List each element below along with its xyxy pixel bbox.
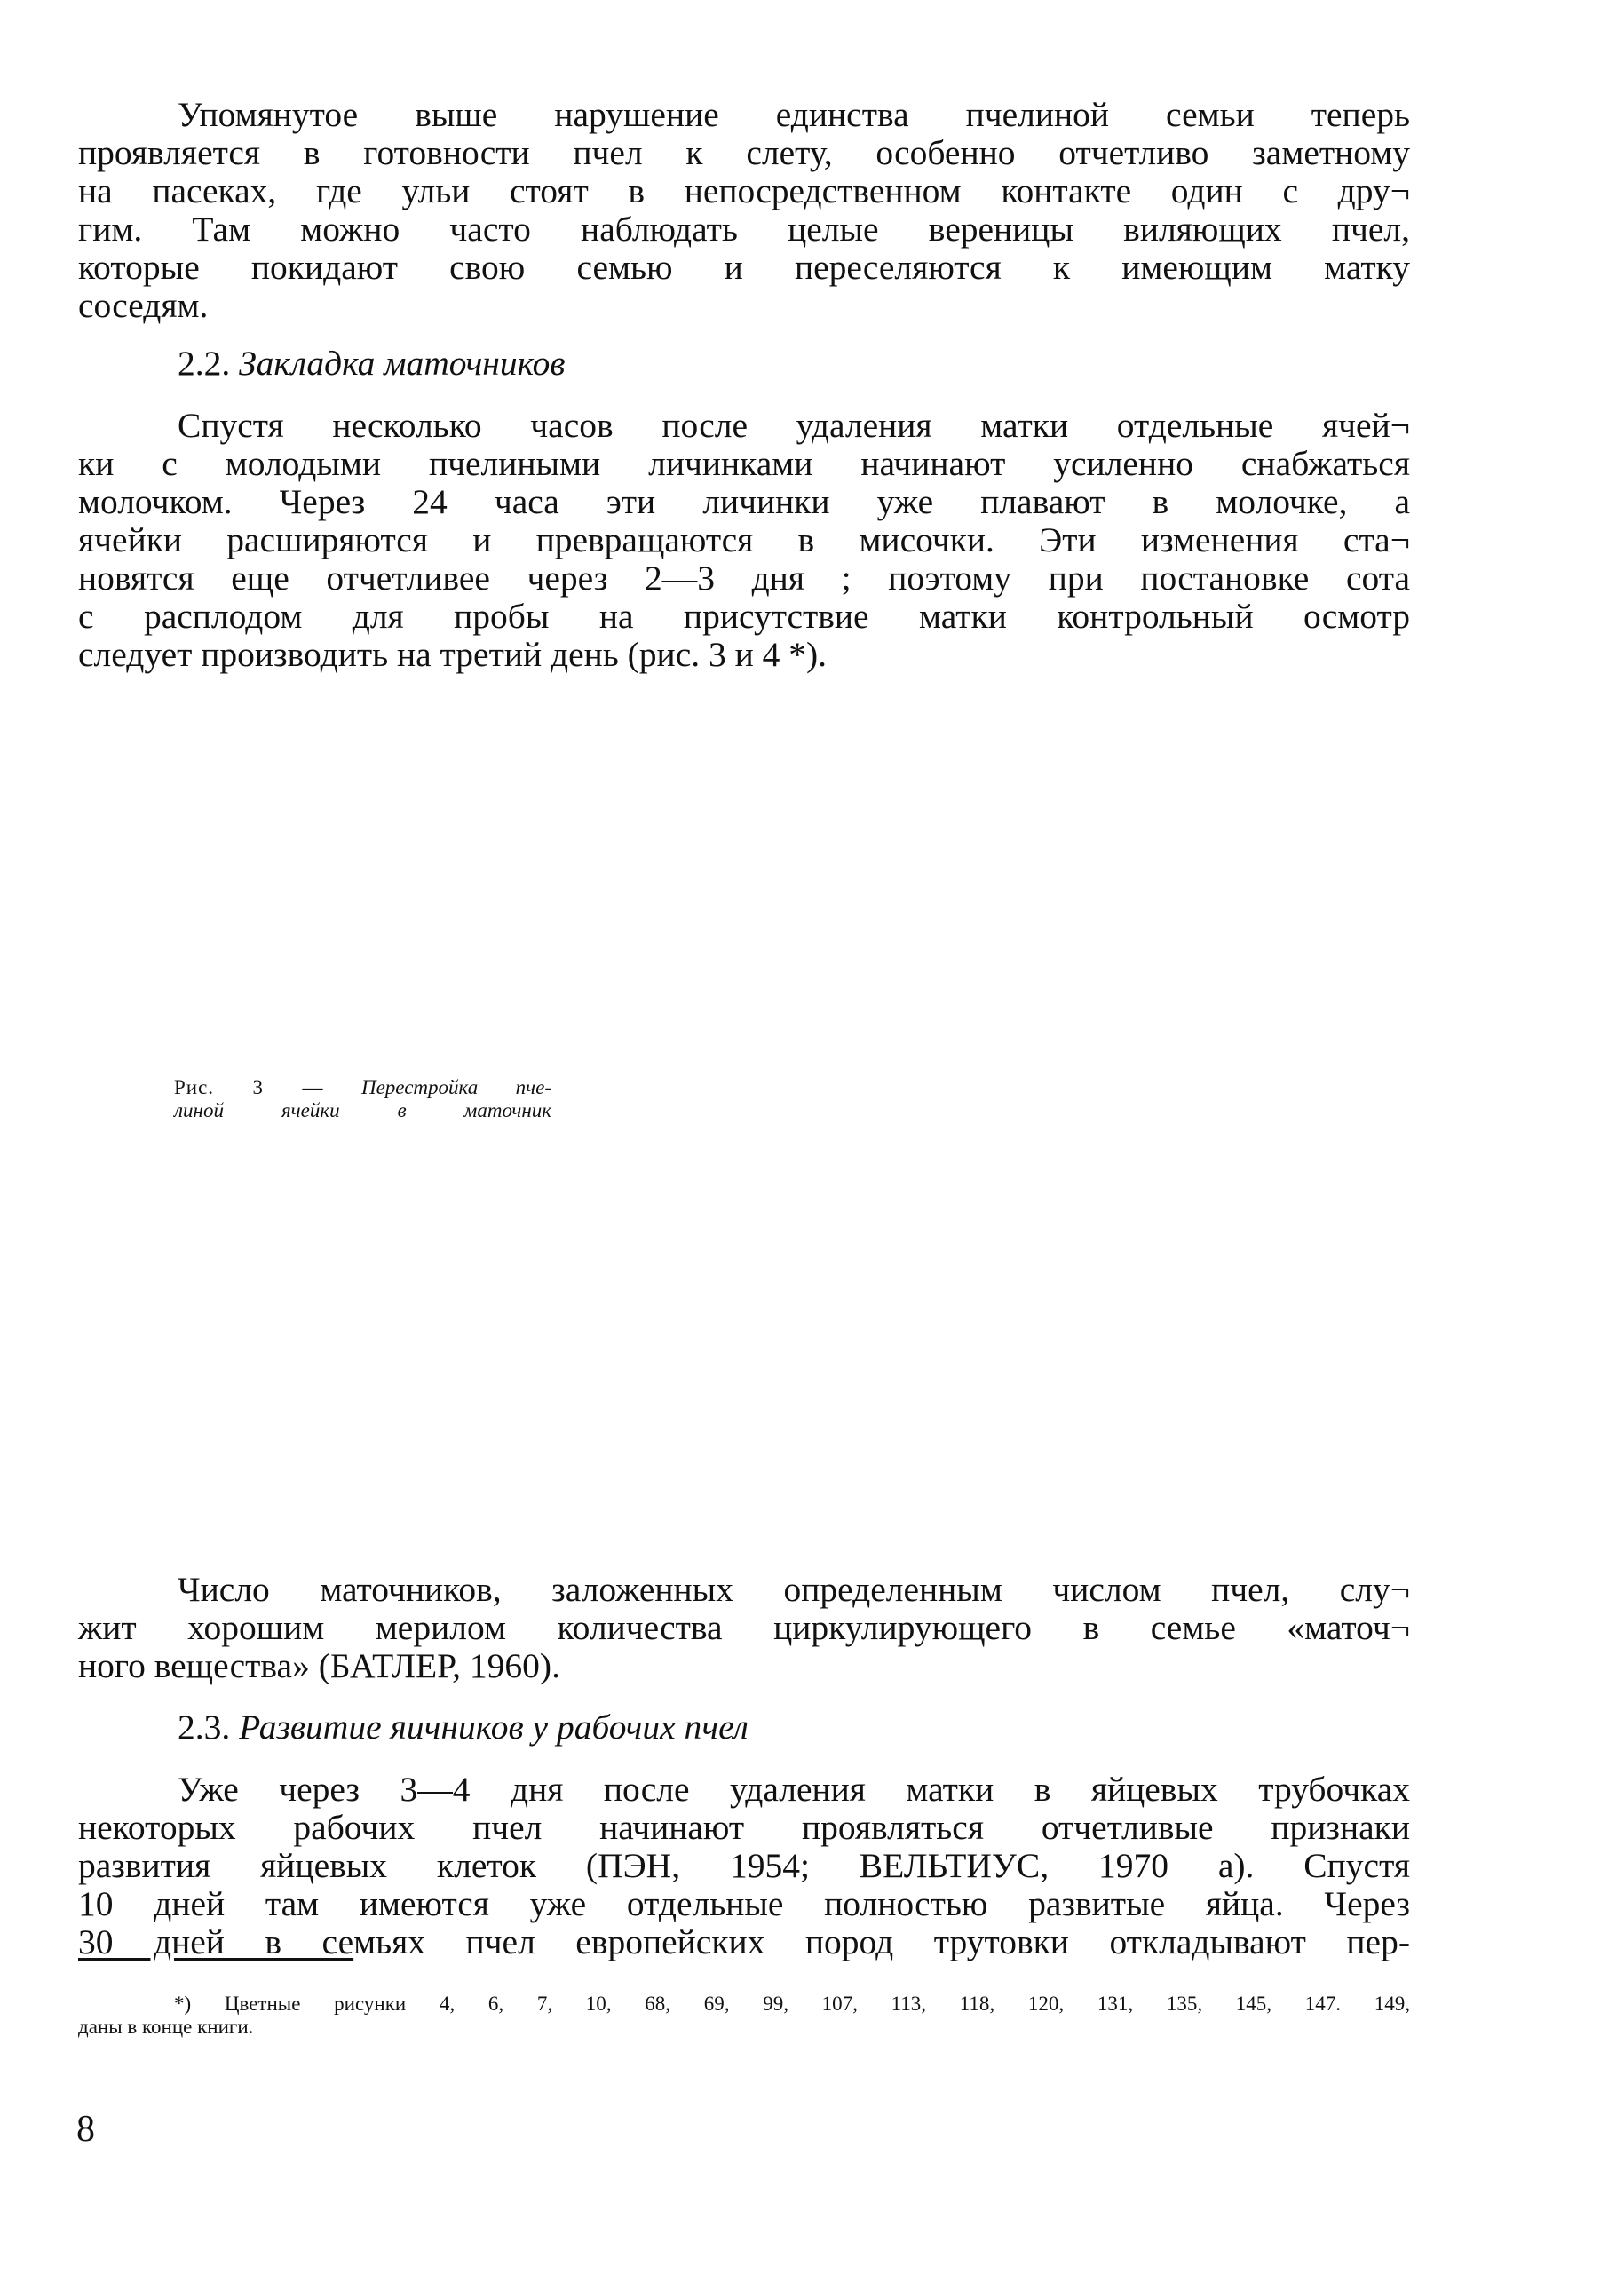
section-title: Развитие яичников у рабочих пчел [239,1708,749,1747]
text-line: новятся еще отчетливее через 2—3 дня ; поэтому при постановке сота [78,559,1410,598]
caption-text: линой ячейки в маточник [174,1099,551,1121]
section-number: 2.2. [178,344,231,383]
caption-line [174,1099,551,1122]
text-line: ки с молодыми пчелиными личинками начинают усиленно снабжаться [78,444,1410,483]
text-run: мьях пчел европейских пород трутовки откладывают пер- [353,1922,1410,1961]
section-number: 2.3. [178,1708,231,1747]
caption-text: Перестройка пче- [360,1076,552,1098]
footnote [78,1993,1410,2039]
text-line: соседям. [78,286,209,325]
text-line: проявляется в готовности пчел к слету, особенно отчетливо заметному [78,133,1410,172]
text-line: с расплодом для пробы на присутствие матки контрольный осмотр [78,597,1410,636]
section-heading-2-3 [178,1707,749,1747]
text-line: Уже через 3—4 дня после удаления матки в яйцевых трубочках [178,1770,1410,1809]
figure-area [78,701,1410,1545]
text-line [78,1922,1410,1962]
text-line: 10 дней там имеются уже отдельные полностью развитые яйца. Через [78,1884,1410,1923]
text-line: на пасеках, где ульи стоят в непосредственном контакте один с дру¬ [78,171,1410,210]
text-line: развития яйцевых клеток (ПЭН, 1954; ВЕЛЬТИУС, 1970 а). Спустя [78,1846,1410,1885]
figure-caption [174,1076,551,1122]
text-line: следует производить на третий день (рис. 3 и 4 *). [78,635,828,674]
section-title: Закладка маточников [239,344,566,383]
text-line: которые покидают свою семью и переселяются к имеющим матку [78,248,1410,287]
caption-line [174,1076,551,1099]
footnote-line: даны в конце книги. [78,2016,254,2038]
text-line: молочком. Через 24 часа эти личинки уже плавают в молочке, а [78,482,1410,521]
text-line: Число маточников, заложенных определенным числом пчел, слу¬ [178,1570,1410,1609]
text-line: Спустя несколько часов после удаления матки отдельные ячей¬ [178,406,1410,445]
caption-label: Рис. 3 — [174,1076,324,1098]
section-heading-2-2 [178,343,566,384]
text-line: гим. Там можно часто наблюдать целые вереницы виляющих пчел, [78,210,1410,249]
text-line: Упомянутое выше нарушение единства пчелиной семьи теперь [178,95,1410,134]
text-line: некоторых рабочих пчел начинают проявляться отчетливые признаки [78,1808,1410,1847]
text-line: ного вещества» (БАТЛЕР, 1960). [78,1646,560,1685]
page-number: 8 [76,2109,95,2150]
text-line: ячейки расширяются и превращаются в мисочки. Эти изменения ста¬ [78,520,1410,559]
underlined-text: 30 дней в се [78,1922,354,1961]
footnote-line: *) Цветные рисунки 4, 6, 7, 10, 68, 69, 99, 107, 113, 118, 120, 131, 135, 145, 147. 149, [174,1993,1410,2015]
text-line: жит хорошим мерилом количества циркулирующего в семье «маточ¬ [78,1608,1410,1647]
